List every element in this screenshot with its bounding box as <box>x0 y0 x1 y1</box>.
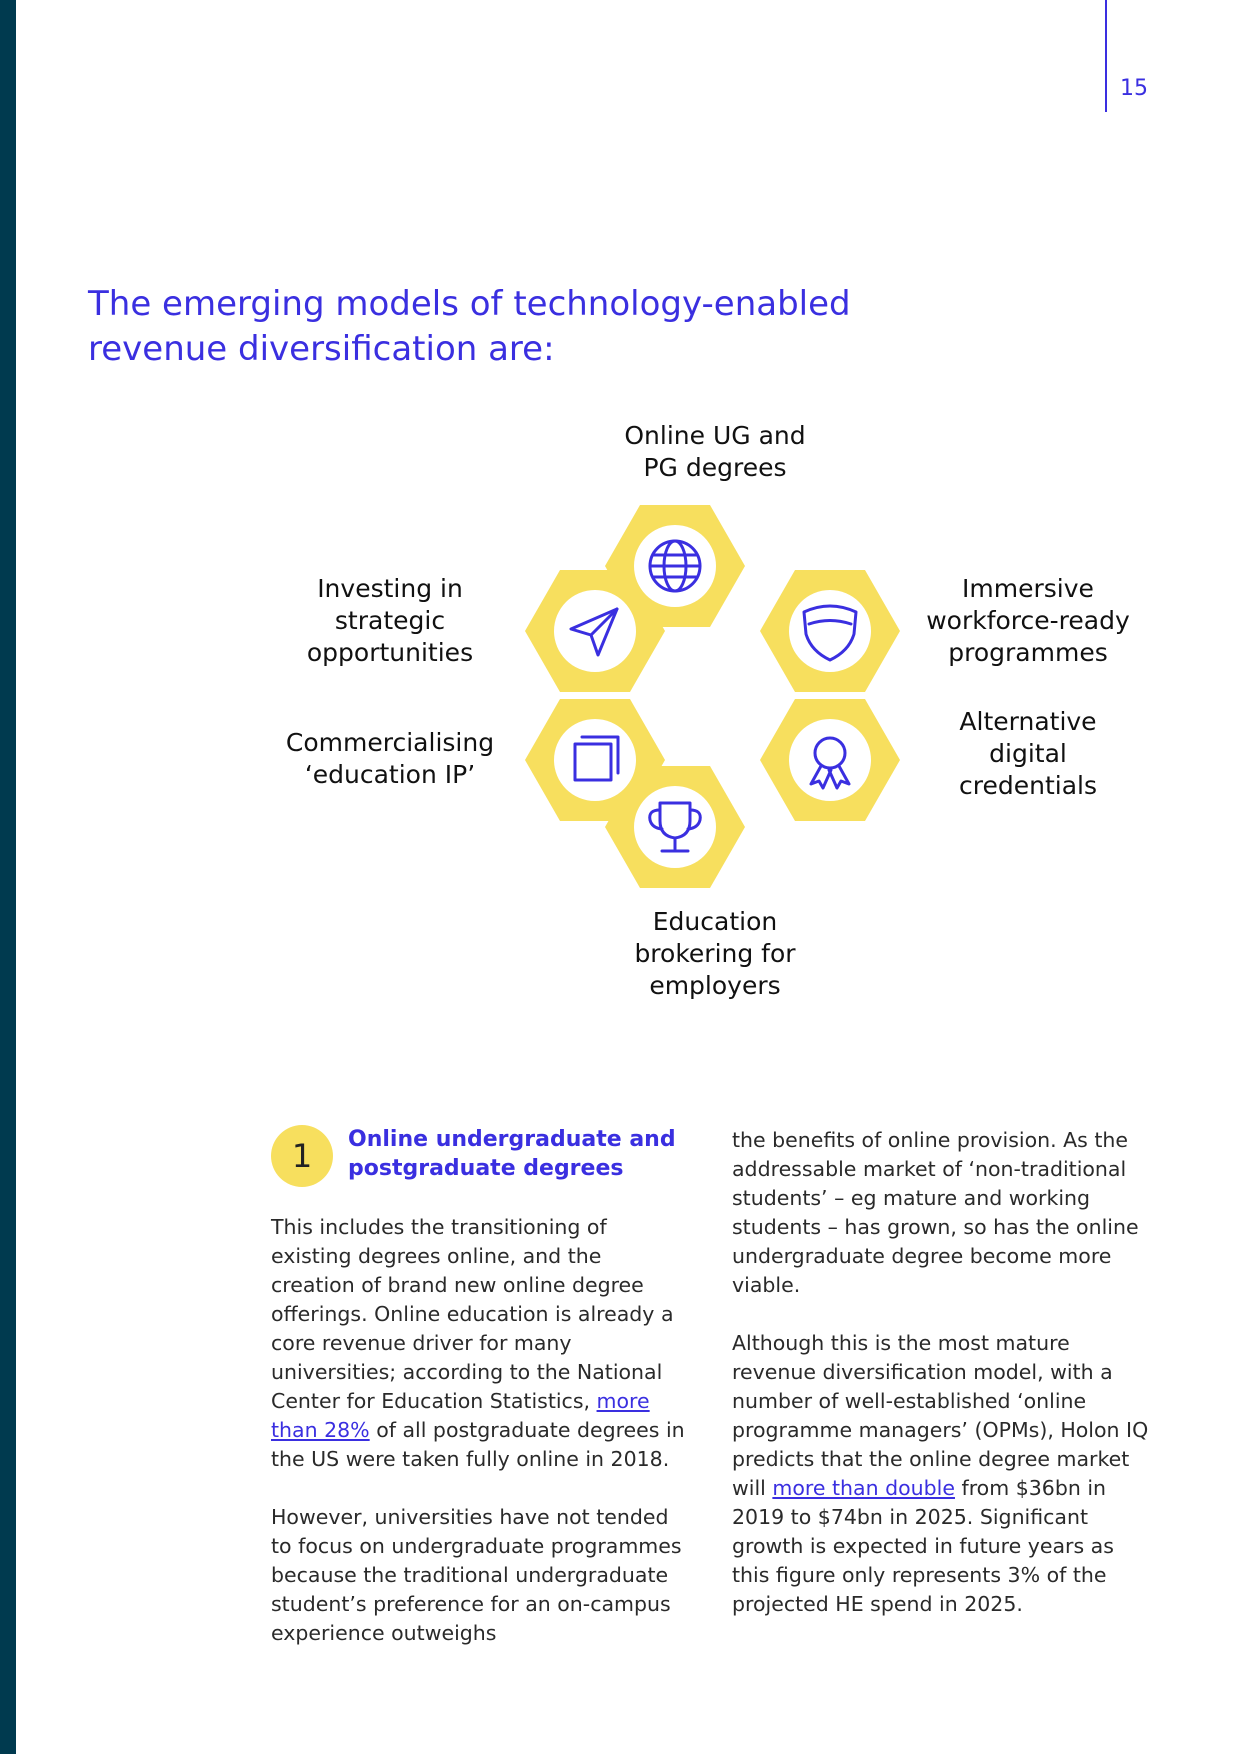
page-number-rule <box>1105 0 1107 112</box>
label-strategic-opportunities: Investing in strategic opportunities <box>306 574 474 667</box>
hexagon-online-degrees <box>605 505 745 627</box>
text-column-right <box>732 1126 1152 1648</box>
trophy-icon <box>650 803 701 851</box>
label-digital-credentials: Alternative digital credentials <box>959 707 1097 800</box>
link-more-than-double[interactable]: more than double <box>772 1476 955 1500</box>
side-accent-bar <box>0 0 16 1754</box>
hexagon-digital-credentials <box>760 699 900 821</box>
shield-icon <box>804 606 856 660</box>
hexagon-education-ip <box>525 699 665 821</box>
text-column-left <box>271 1213 691 1677</box>
paragraph: the benefits of online provision. As the addressable market of ‘non-traditional students’ – eg mature and working students – has grown, so has the online undergraduate degree become more viable. <box>732 1128 1139 1297</box>
hexagon-education-brokering <box>605 766 745 888</box>
label-online-degrees: Online UG and PG degrees <box>624 421 806 482</box>
hexagon-workforce-programmes <box>760 570 900 692</box>
paragraph-text: of all postgraduate degrees in the US were taken fully online in 2018. <box>271 1418 685 1471</box>
label-education-brokering: Education brokering for employers <box>634 907 796 1000</box>
link-more-than-28[interactable]: more than 28% <box>271 1389 650 1442</box>
paragraph <box>271 1213 691 1474</box>
hexagon-strategic-opportunities <box>525 570 665 692</box>
label-education-ip: Commercialising ‘education IP’ <box>285 728 495 789</box>
stacked-squares-icon <box>575 737 618 780</box>
paragraph: However, universities have not tended to focus on undergraduate programmes because the traditional undergraduate student’s preference for an on-campus experience outweighs <box>271 1505 682 1645</box>
label-workforce-programmes: Immersive workforce-ready programmes <box>926 574 1130 667</box>
paragraph-text: Although this is the most mature revenue diversification model, with a number of well-established ‘online programme managers’ (OPMs), Holon IQ predicts that the online degree market will <box>732 1331 1149 1500</box>
award-ribbon-icon <box>811 738 849 788</box>
globe-icon <box>650 541 700 591</box>
page-heading: The emerging models of technology-enabled revenue diversification are: <box>88 284 851 369</box>
section-number-badge: 1 <box>271 1125 333 1187</box>
page-number: 15 <box>1120 76 1148 101</box>
paragraph-text: from $36bn in 2019 to $74bn in 2025. Significant growth is expected in future years as this figure only represents 3% of the projected HE spend in 2025. <box>732 1476 1114 1616</box>
section-title: Online undergraduate and postgraduate degrees <box>348 1127 676 1181</box>
paper-plane-icon <box>571 609 617 655</box>
paragraph <box>732 1329 1152 1619</box>
paragraph-text: This includes the transitioning of existing degrees online, and the creation of brand new online degree offerings. Online education is already a core revenue driver for many universities; according to the National Center for Education Statistics, <box>271 1215 674 1413</box>
